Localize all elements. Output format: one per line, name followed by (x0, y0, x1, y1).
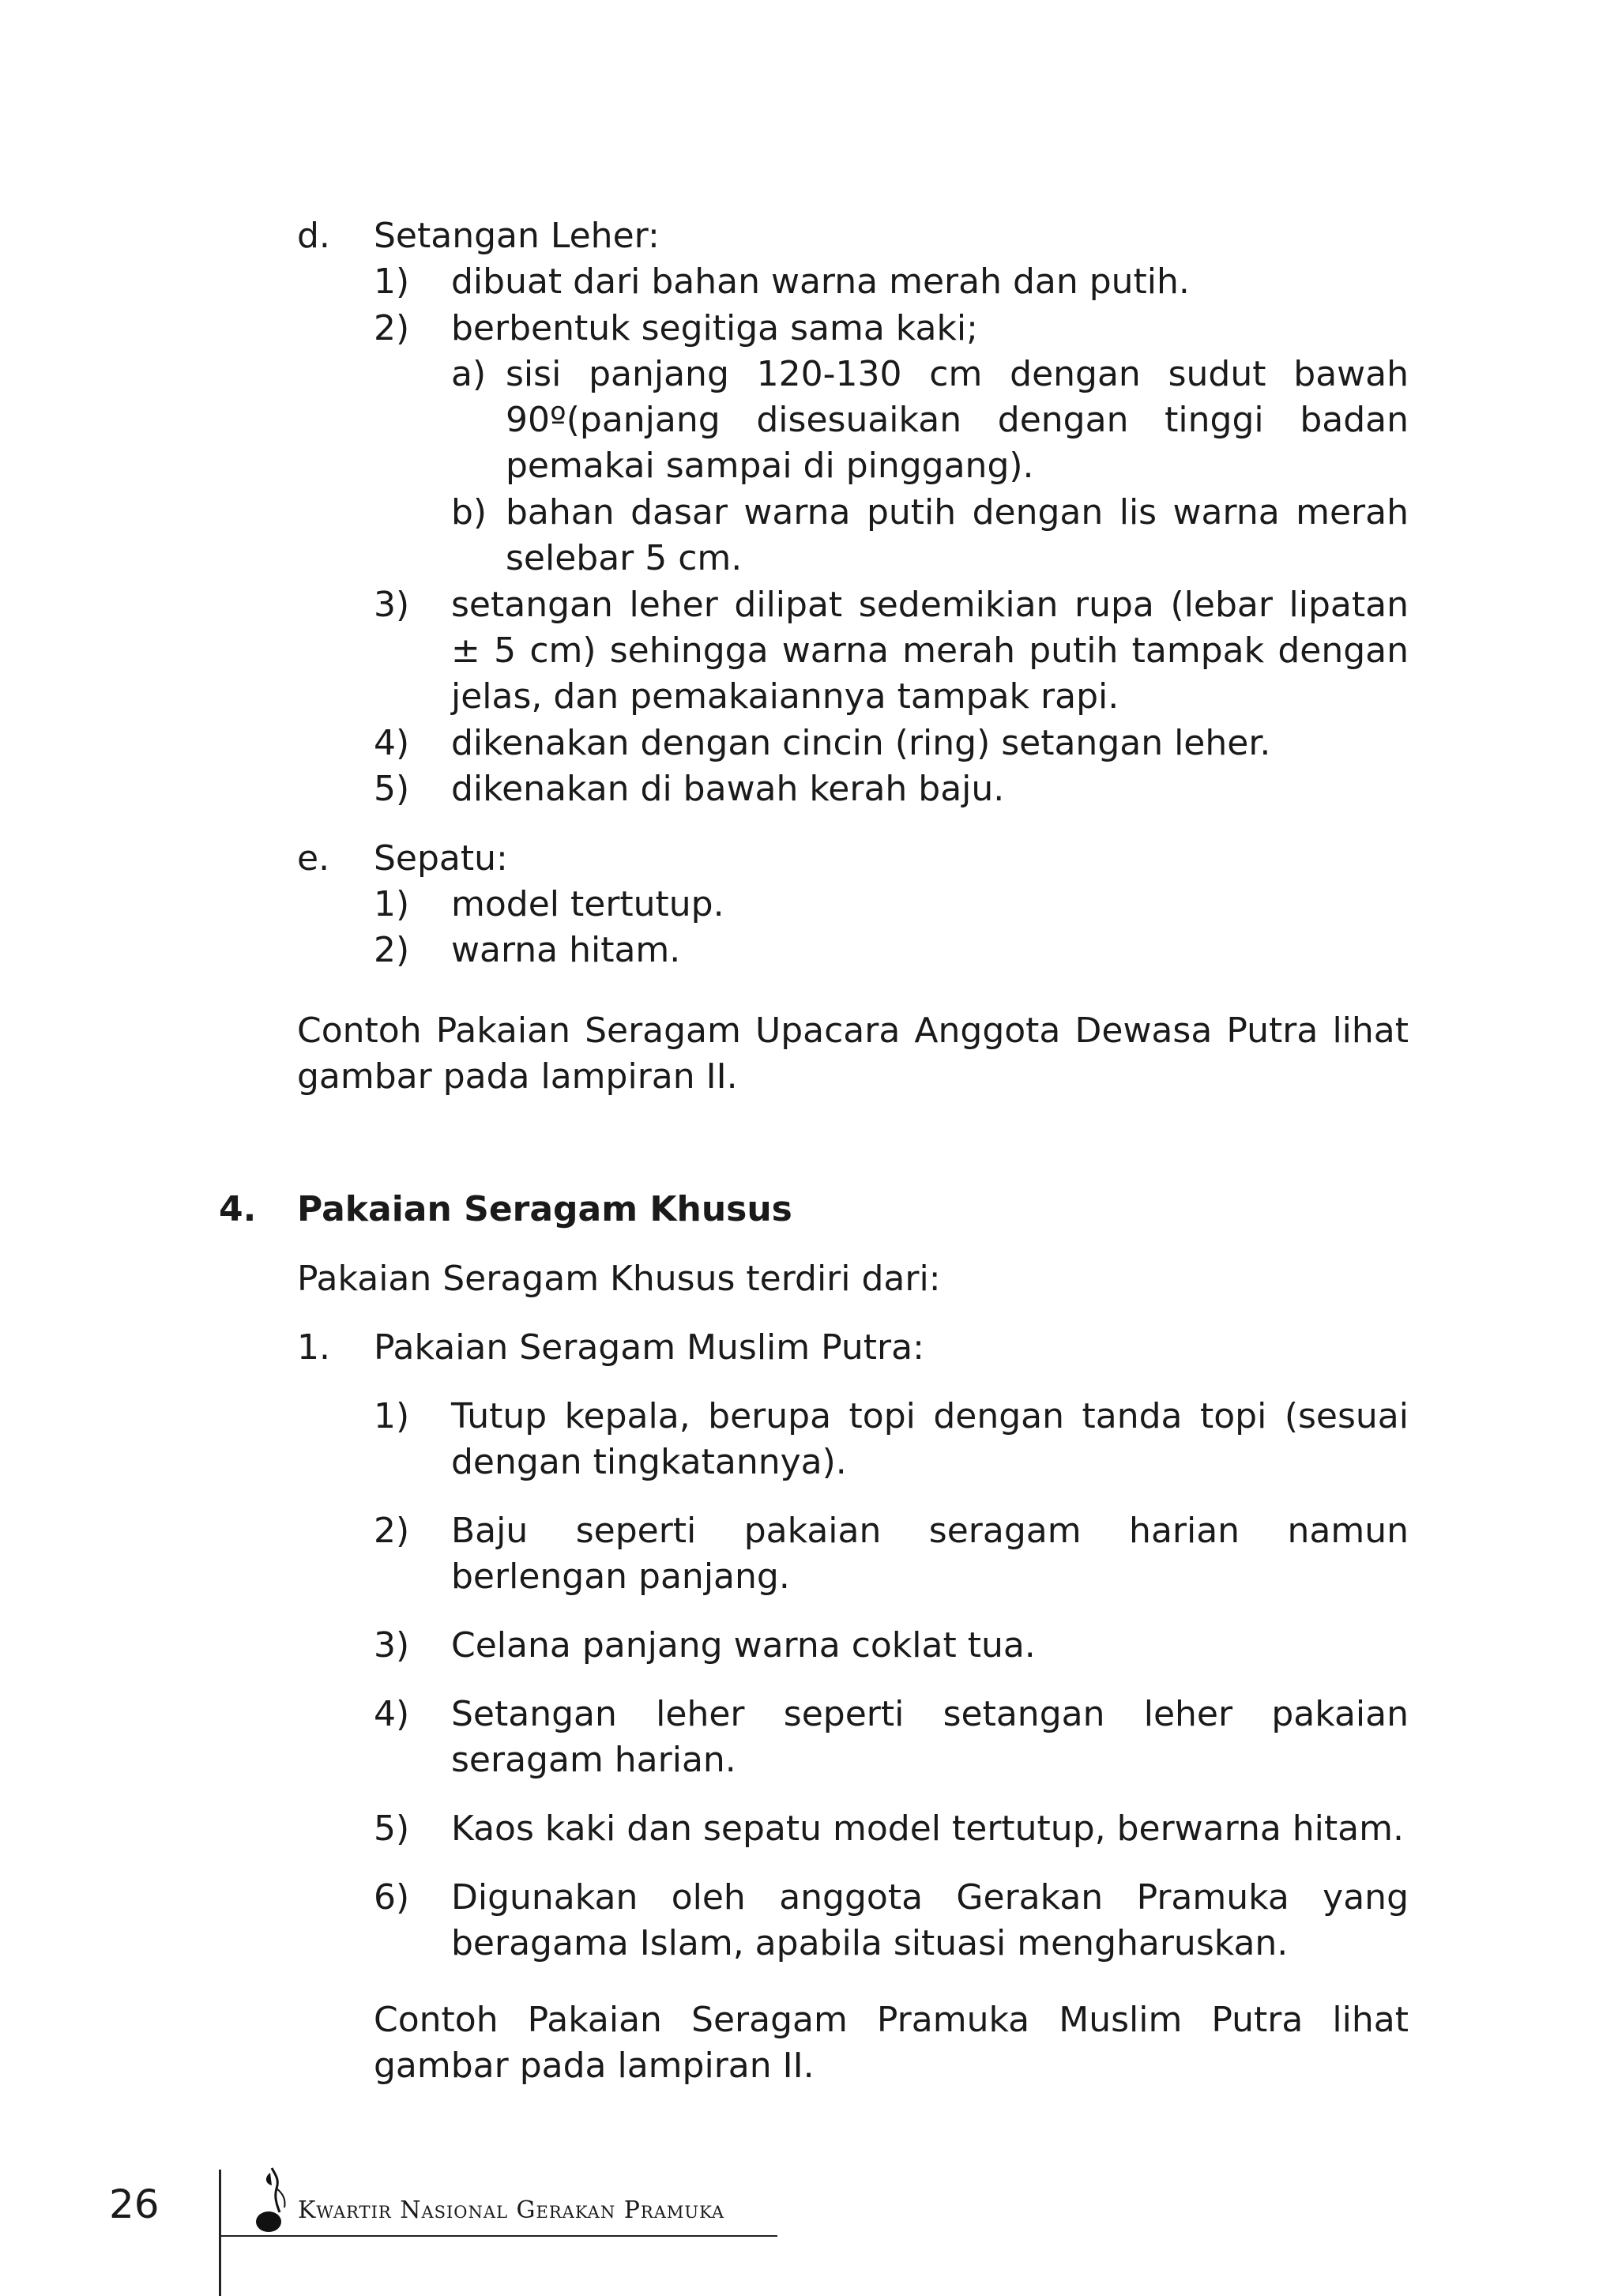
list-item-text: dikenakan dengan cincin (ring) setangan leher. (451, 723, 1271, 763)
list-item-number: 4) (374, 1694, 410, 1734)
section-d-title: Setangan Leher: (374, 216, 660, 256)
list-item-number: 1) (374, 262, 410, 302)
list-item-number: 5) (374, 1809, 410, 1849)
list-item-text: Tutup kepala, berupa topi dengan tanda topi (sesuai dengan tingkatannya). (451, 1396, 1409, 1482)
section-e-marker: e. (297, 838, 330, 879)
list-item-number: 5) (374, 769, 410, 809)
list-item-text: model tertutup. (451, 884, 724, 924)
list-item-text: setangan leher dilipat sedemikian rupa (lebar lipatan ± 5 cm) sehingga warna merah putih tampak dengan jelas, dan pemakaiannya tampak rapi. (451, 585, 1409, 717)
list-item-number: 6) (374, 1877, 410, 1918)
list-item-text: Celana panjang warna coklat tua. (451, 1625, 1036, 1666)
subsection-marker: 1. (297, 1327, 330, 1368)
list-item-text: warna hitam. (451, 930, 681, 970)
section-e-title: Sepatu: (374, 838, 508, 879)
list-item-number: 3) (374, 1625, 410, 1666)
footer-divider-vertical (219, 2170, 221, 2296)
list-item-number: 1) (374, 1396, 410, 1436)
list-item-number: 2) (374, 308, 410, 348)
list-item-number: 2) (374, 1511, 410, 1551)
section-intro: Pakaian Seragam Khusus terdiri dari: (297, 1259, 941, 1299)
list-item-text: Kaos kaki dan sepatu model tertutup, berwarna hitam. (451, 1809, 1404, 1849)
list-item-number: 4) (374, 723, 410, 763)
list-item-number: 1) (374, 884, 410, 924)
section-number: 4. (219, 1189, 257, 1229)
list-item-text: dikenakan di bawah kerah baju. (451, 769, 1005, 809)
footer-divider-horizontal (219, 2235, 777, 2237)
subsection-title: Pakaian Seragam Muslim Putra: (374, 1327, 924, 1368)
list-item-text: Setangan leher seperti setangan leher pakaian seragam harian. (451, 1694, 1409, 1780)
section-d-marker: d. (297, 216, 330, 256)
note-paragraph: Contoh Pakaian Seragam Upacara Anggota Dewasa Putra lihat gambar pada lampiran II. (297, 1011, 1409, 1097)
sub-item-text: bahan dasar warna putih dengan lis warna merah selebar 5 cm. (506, 492, 1409, 578)
sub-item-text: sisi panjang 120-130 cm dengan sudut bawah 90º(panjang disesuaikan dengan tinggi badan pemakai sampai di pinggang). (506, 354, 1409, 486)
page-number: 26 (109, 2181, 160, 2227)
list-item-text: Baju seperti pakaian seragam harian namun berlengan panjang. (451, 1511, 1409, 1597)
sub-item-letter: a) (451, 354, 487, 394)
list-item-number: 2) (374, 930, 410, 970)
tunas-kelapa-logo-icon (248, 2165, 292, 2236)
list-item-text: dibuat dari bahan warna merah dan putih. (451, 262, 1190, 302)
publisher-name: Kwartir Nasional Gerakan Pramuka (298, 2196, 725, 2224)
sub-item-letter: b) (451, 492, 487, 533)
section-heading: Pakaian Seragam Khusus (297, 1189, 792, 1229)
list-item-text: Digunakan oleh anggota Gerakan Pramuka yang beragama Islam, apabila situasi mengharuskan. (451, 1877, 1409, 1963)
list-item-text: berbentuk segitiga sama kaki; (451, 308, 978, 348)
note-paragraph: Contoh Pakaian Seragam Pramuka Muslim Putra lihat gambar pada lampiran II. (374, 2000, 1409, 2086)
list-item-number: 3) (374, 585, 410, 625)
